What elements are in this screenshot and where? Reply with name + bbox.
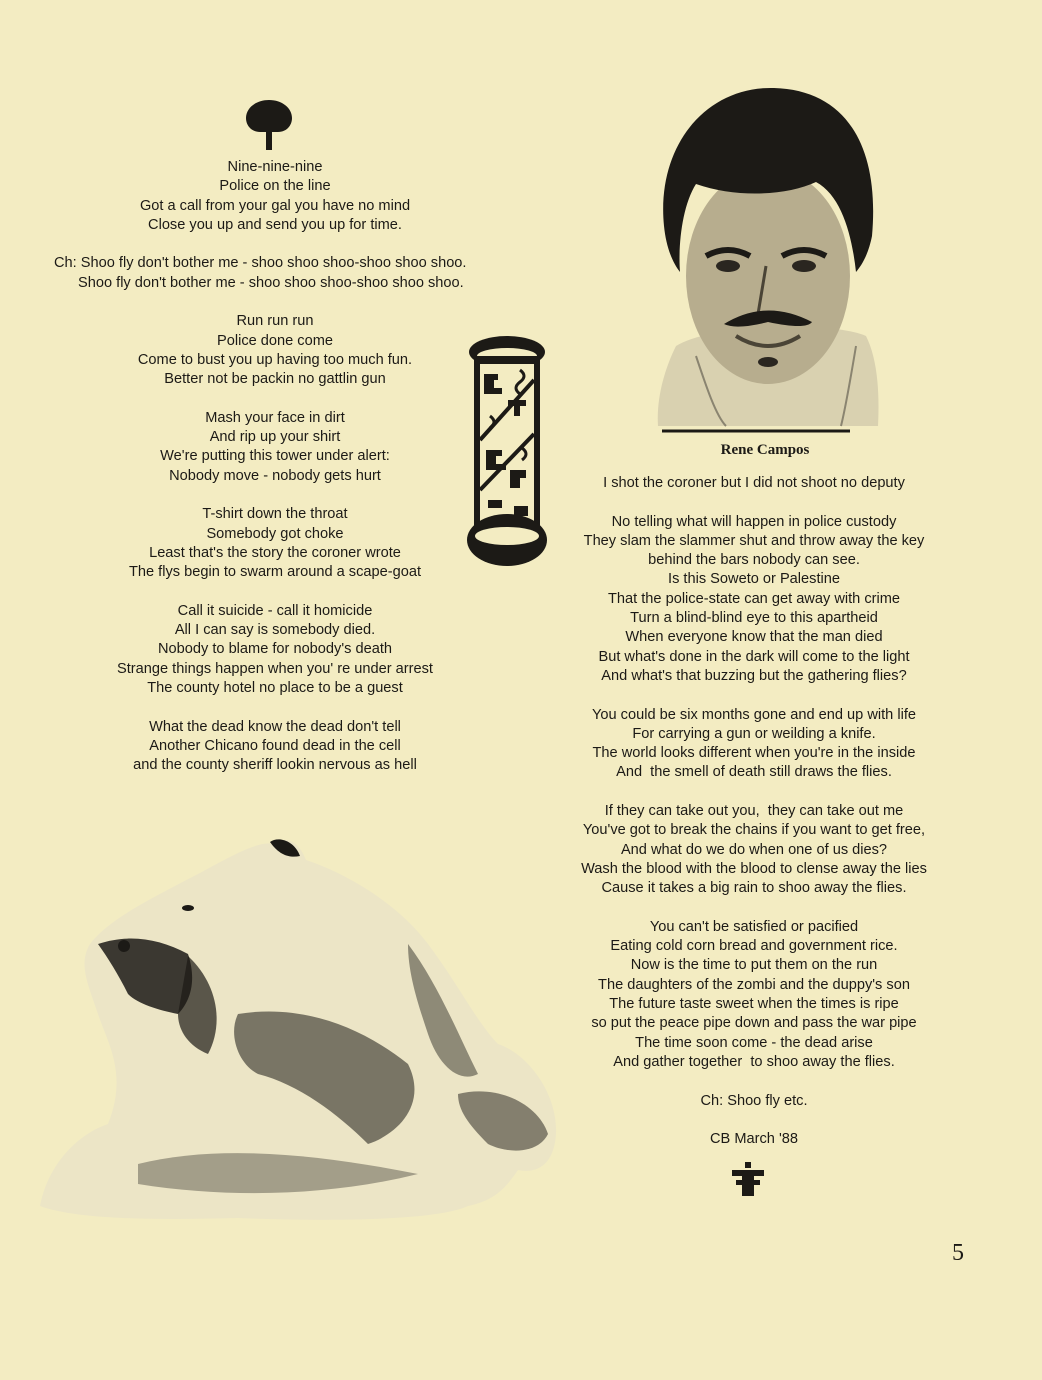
stanza	[548, 1130, 960, 1149]
left-poem	[40, 158, 510, 795]
stanza	[40, 312, 510, 389]
poem-line: Eating cold corn bread and government rice.	[610, 938, 898, 955]
poem-line: Somebody got choke	[206, 525, 344, 542]
poem-line: The time soon come - the dead arise	[635, 1034, 873, 1051]
poem-line: Police on the line	[219, 178, 331, 195]
stanza	[548, 802, 960, 898]
poem-line: Shoo fly don't bother me - shoo shoo shoo-shoo shoo shoo.	[78, 274, 464, 291]
photo-caption: Rene Campos	[720, 442, 810, 458]
poem-line: Police done come	[216, 332, 333, 349]
page-number: 5	[952, 1240, 964, 1266]
poem-line: T-shirt down the throat	[202, 506, 348, 523]
poem-line: Nine-nine-nine	[227, 159, 323, 175]
poem-line: What the dead know the dead don't tell	[149, 718, 401, 735]
poem-line: Nobody to blame for nobody's death	[157, 641, 392, 658]
poem-line: If they can take out you, they can take out me	[604, 803, 904, 820]
poem-line: I shot the coroner but I did not shoot no deputy	[603, 475, 905, 491]
poem-line: You could be six months gone and end up with life	[592, 706, 916, 723]
poem-line: Better not be packin no gattlin gun	[164, 371, 386, 388]
stanza	[548, 918, 960, 1072]
poem-line: And gather together to shoo away the flies.	[613, 1053, 895, 1070]
stanza	[548, 474, 960, 493]
poem-line: Wash the blood with the blood to clense away the lies	[581, 860, 927, 877]
stanza	[548, 513, 960, 687]
thunderbird-icon	[730, 1162, 766, 1196]
polar-bear-photo	[38, 834, 560, 1222]
right-poem	[548, 474, 960, 1169]
stanza	[40, 718, 510, 776]
poem-line: Got a call from your gal you have no mind	[139, 197, 411, 214]
poem-line: And rip up your shirt	[209, 429, 341, 446]
poem-line: Is this Soweto or Palestine	[668, 571, 840, 588]
poem-line: The future taste sweet when the times is ripe	[609, 996, 899, 1013]
poem-line: They slam the slammer shut and throw away the key	[583, 532, 925, 549]
poem-line: Ch: Shoo fly etc.	[700, 1092, 808, 1109]
poem-line: And what do we do when one of us dies?	[620, 841, 888, 858]
stanza	[548, 706, 960, 783]
poem-line: Turn a blind-blind eye to this apartheid	[630, 610, 878, 627]
poem-line: Call it suicide - call it homicide	[177, 602, 373, 619]
poem-line: And the smell of death still draws the flies.	[616, 764, 892, 781]
poem-line: CB March '88	[710, 1131, 798, 1148]
tree-icon	[242, 96, 296, 152]
stanza	[40, 158, 510, 235]
poem-line: so put the peace pipe down and pass the war pipe	[591, 1015, 917, 1032]
poem-line: The world looks different when you're in the inside	[592, 745, 916, 762]
stanza	[548, 1092, 960, 1111]
carved-pole-icon	[464, 330, 550, 570]
poem-line: Strange things happen when you' re under arrest	[117, 660, 433, 677]
poem-line: But what's done in the dark will come to the light	[598, 648, 910, 665]
poem-line: We're putting this tower under alert:	[160, 448, 390, 465]
poem-line: Cause it takes a big rain to shoo away the flies.	[601, 880, 907, 897]
poem-line: You've got to break the chains if you want to get free,	[582, 822, 926, 839]
poem-line: Mash your face in dirt	[205, 409, 345, 426]
poem-line: The daughters of the zombi and the duppy's son	[598, 976, 910, 993]
man-portrait-photo	[656, 86, 886, 438]
poem-line: That the police-state can get away with crime	[607, 590, 900, 607]
poem-line: When everyone know that the man died	[625, 629, 883, 646]
stanza	[40, 505, 510, 582]
poem-line: The flys begin to swarm around a scape-goat	[128, 564, 422, 581]
poem-line: and the county sheriff lookin nervous as hell	[133, 757, 417, 774]
poem-line: behind the bars nobody can see.	[648, 552, 860, 569]
poem-line: Nobody move - nobody gets hurt	[169, 467, 381, 484]
poem-line: Close you up and send you up for time.	[148, 216, 402, 233]
poem-line: And what's that buzzing but the gathering flies?	[601, 667, 907, 684]
poem-line: Come to bust you up having too much fun.	[137, 351, 413, 368]
poem-line: Another Chicano found dead in the cell	[149, 737, 401, 754]
poem-line: You can't be satisfied or pacified	[649, 918, 859, 935]
poem-line: Least that's the story the coroner wrote	[149, 544, 401, 561]
stanza	[40, 409, 510, 486]
poem-line: Ch: Shoo fly don't bother me - shoo shoo shoo-shoo shoo shoo.	[54, 255, 467, 272]
stanza	[40, 602, 510, 698]
poem-line: For carrying a gun or weilding a knife.	[632, 725, 876, 742]
stanza	[54, 254, 510, 293]
poem-line: Now is the time to put them on the run	[630, 957, 878, 974]
poem-line: Run run run	[236, 313, 314, 330]
poem-line: The county hotel no place to be a guest	[147, 680, 403, 697]
poem-line: No telling what will happen in police custody	[611, 513, 897, 530]
poem-line: All I can say is somebody died.	[174, 622, 376, 639]
